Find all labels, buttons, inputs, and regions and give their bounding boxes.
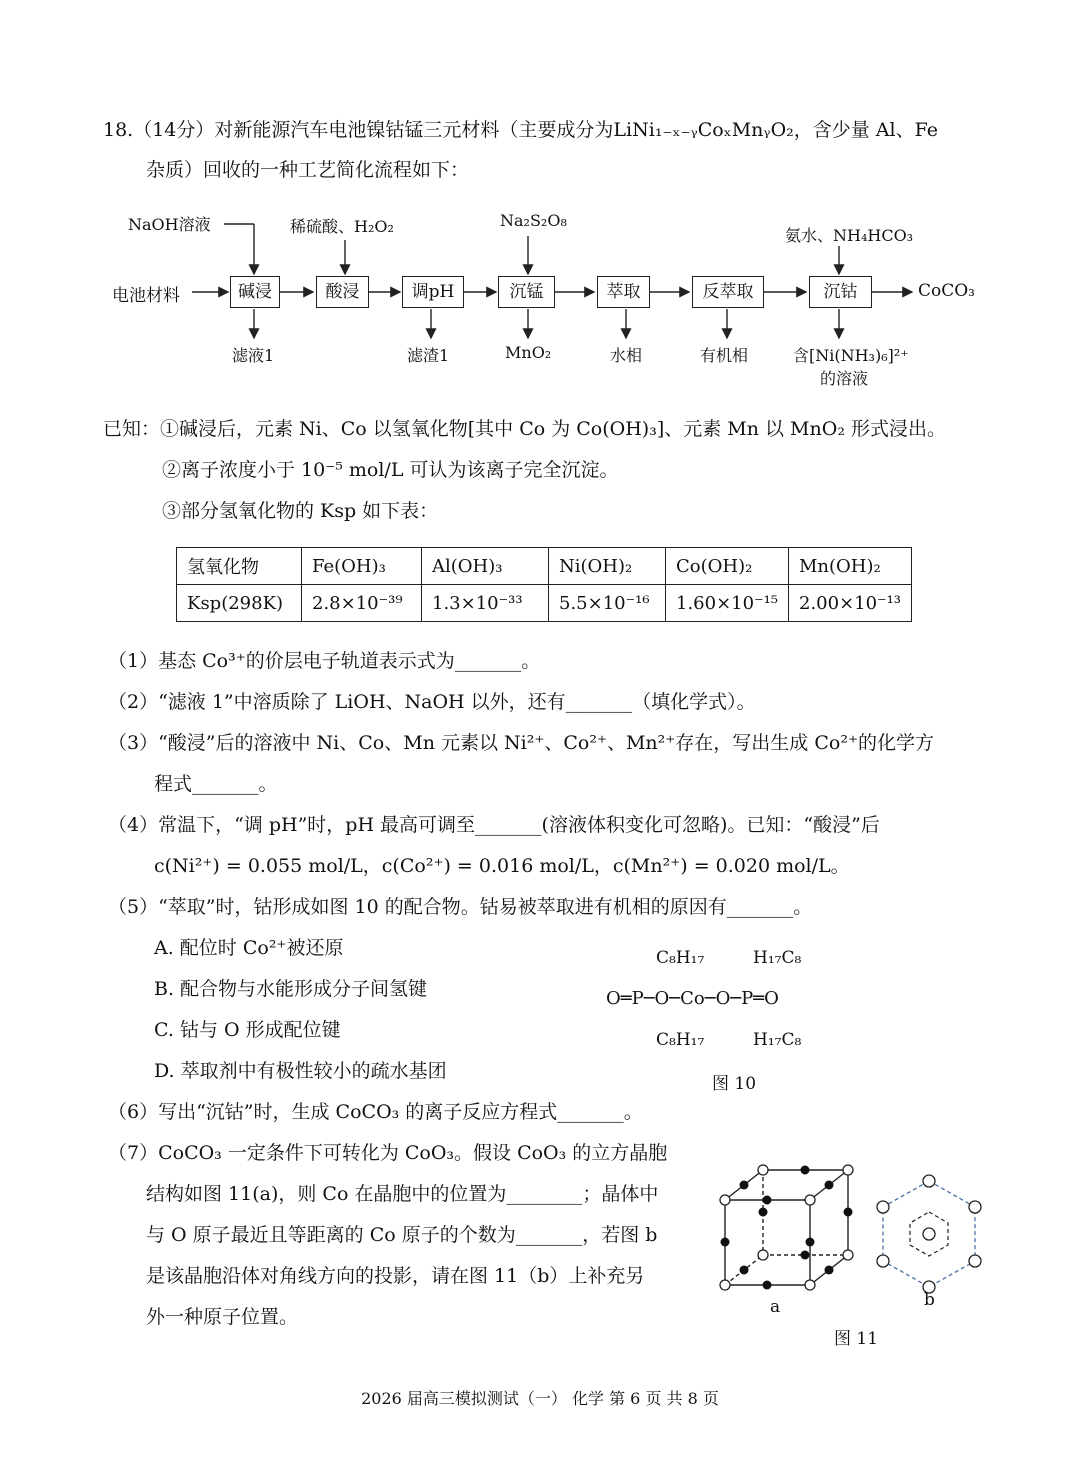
ksp-cell-0: Ksp(298K): [177, 585, 302, 622]
fig10-top-right-group: H₁₇C₈: [753, 948, 802, 968]
ksp-cell-3: 5.5×10⁻¹⁶: [549, 585, 666, 622]
output-organic-phase: 有机相: [700, 346, 749, 365]
ksp-cell-1: 2.8×10⁻³⁹: [302, 585, 422, 622]
output-ni-solution: 的溶液: [820, 369, 869, 388]
fig10-bottom-right-group: H₁₇C₈: [753, 1030, 802, 1050]
question-number: 18.（14分）: [103, 119, 215, 141]
fig10-caption: 图 10: [712, 1074, 757, 1094]
option-d: D. 萃取剂中有极性较小的疏水基团: [154, 1060, 447, 1082]
reagent-acid: 稀硫酸、H₂O₂: [290, 217, 394, 236]
ksp-cell-4: 1.60×10⁻¹⁵: [666, 585, 789, 622]
ksp-head-5: Mn(OH)₂: [789, 548, 912, 585]
known-1: 已知：①碱浸后，元素 Ni、Co 以氢氧化物[其中 Co 为 Co(OH)₃]、元素 Mn 以 MnO₂ 形式浸出。: [103, 418, 946, 440]
ksp-head-0: 氢氧化物: [177, 548, 302, 585]
fig11a-filled-atoms: [721, 1166, 853, 1290]
fig11b-projection: [877, 1175, 981, 1293]
option-b: B. 配合物与水能形成分子间氢键: [154, 978, 428, 1000]
output-mno2: MnO₂: [505, 343, 552, 362]
question-intro-b: ，含少量 Al、Fe: [793, 119, 938, 141]
output-filtrate-1: 滤液1: [232, 346, 275, 365]
fig10-bottom-left-group: C₈H₁₇: [656, 1030, 705, 1050]
flow-step-back-extraction: 反萃取: [692, 276, 764, 308]
known-2: ②离子浓度小于 10⁻⁵ mol/L 可认为该离子完全沉淀。: [162, 459, 619, 481]
figure-11: [715, 1160, 995, 1355]
question-intro-a: 对新能源汽车电池镍钴锰三元材料（主要成分为: [214, 119, 614, 141]
option-a: A. 配位时 Co²⁺被还原: [154, 937, 344, 959]
fig10-top-left-group: C₈H₁₇: [656, 948, 705, 968]
process-flow-diagram: [100, 200, 1000, 400]
reagent-persulfate: Na₂S₂O₈: [500, 211, 567, 230]
known-3: ③部分氢氧化物的 Ksp 如下表：: [162, 500, 439, 522]
flow-step-acid-leach: 酸浸: [316, 276, 369, 308]
flow-step-co-precipitation: 沉钴: [809, 276, 872, 308]
ksp-cell-2: 1.3×10⁻³³: [422, 585, 549, 622]
question-formula: LiNi₁₋ₓ₋ᵧCoₓMnᵧO₂: [613, 119, 794, 141]
part-7-line-2: 结构如图 11(a)，则 Co 在晶胞中的位置为________；晶体中: [146, 1183, 659, 1205]
page-footer: 2026 届高三模拟测试（一） 化学 第 6 页 共 8 页: [361, 1389, 719, 1408]
flow-step-mn-precipitation: 沉锰: [498, 276, 555, 308]
reagent-naoh: NaOH溶液: [128, 215, 211, 234]
ksp-cell-5: 2.00×10⁻¹³: [789, 585, 912, 622]
part-7-line-1: （7）CoCO₃ 一定条件下可转化为 CoO₃。假设 CoO₃ 的立方晶胞: [108, 1142, 668, 1164]
part-7-line-5: 外一种原子位置。: [146, 1306, 299, 1328]
flow-start-label: 电池材料: [112, 286, 180, 306]
part-4-line-1: （4）常温下，“调 pH”时，pH 最高可调至_______(溶液体积变化可忽略)。已知：“酸浸”后: [108, 814, 880, 836]
ksp-table-value-row: [177, 585, 912, 622]
fig10-main-chain: O═P─O─Co─O─P═O: [606, 988, 779, 1009]
fig11a-label: a: [770, 1297, 781, 1317]
ksp-table-header-row: [177, 548, 912, 585]
part-1: （1）基态 Co³⁺的价层电子轨道表示式为_______。: [108, 650, 541, 672]
question-line-2: 杂质）回收的一种工艺简化流程如下：: [146, 159, 470, 181]
ksp-head-3: Ni(OH)₂: [549, 548, 666, 585]
output-aqueous-phase: 水相: [610, 346, 643, 365]
part-4-line-2: c(Ni²⁺) = 0.055 mol/L，c(Co²⁺) = 0.016 mol/L，c(Mn²⁺) = 0.020 mol/L。: [154, 855, 850, 877]
flow-step-adjust-ph: 调pH: [402, 276, 464, 308]
option-c: C. 钴与 O 形成配位键: [154, 1019, 341, 1041]
ksp-head-1: Fe(OH)₃: [302, 548, 422, 585]
part-7-line-3: 与 O 原子最近且等距离的 Co 原子的个数为_______，若图 b: [146, 1224, 658, 1246]
flow-step-extraction: 萃取: [597, 276, 650, 308]
part-5: （5）“萃取”时，钴形成如图 10 的配合物。钴易被萃取进有机相的原因有_______。: [108, 896, 813, 918]
ksp-head-2: Al(OH)₃: [422, 548, 549, 585]
part-7-line-4: 是该晶胞沿体对角线方向的投影，请在图 11（b）上补充另: [146, 1265, 645, 1287]
part-3-line-2: 程式_______。: [154, 773, 278, 795]
flow-end-label: CoCO₃: [918, 281, 976, 301]
output-ni-complex: 含[Ni(NH₃)₆]²⁺: [793, 346, 909, 365]
figure-10: [600, 948, 870, 1093]
fig11-caption: 图 11: [834, 1329, 879, 1349]
question-header: [103, 116, 938, 144]
flow-step-alkali-leach: 碱浸: [230, 276, 280, 308]
part-6: （6）写出“沉钴”时，生成 CoCO₃ 的离子反应方程式_______。: [108, 1101, 643, 1123]
output-residue-1: 滤渣1: [407, 346, 450, 365]
ksp-head-4: Co(OH)₂: [666, 548, 789, 585]
reagent-ammonia: 氨水、NH₄HCO₃: [785, 226, 914, 245]
fig11b-label: b: [924, 1290, 935, 1310]
part-2: （2）“滤液 1”中溶质除了 LiOH、NaOH 以外，还有_______（填化学式）。: [108, 691, 756, 713]
part-3-line-1: （3）“酸浸”后的溶液中 Ni、Co、Mn 元素以 Ni²⁺、Co²⁺、Mn²⁺存在，写出生成 Co²⁺的化学方: [108, 732, 934, 754]
ksp-table: [176, 547, 912, 622]
